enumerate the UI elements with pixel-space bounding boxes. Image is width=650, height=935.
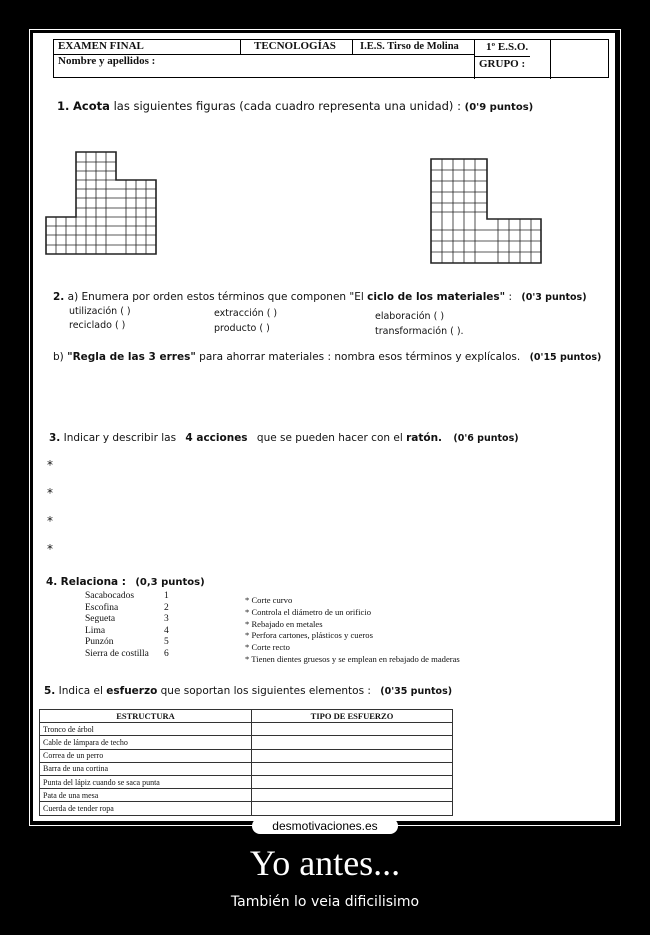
term-3: elaboración ( ) [375, 311, 445, 322]
column-header-structure: ESTRUCTURA [40, 710, 252, 723]
answer-cell[interactable] [252, 749, 453, 762]
exam-header [53, 39, 609, 78]
q3-points: (0'6 puntos) [453, 433, 519, 444]
use-item: * Rebajado en metales [245, 618, 323, 629]
answer-cell[interactable] [252, 762, 453, 775]
question-5 [44, 685, 452, 697]
tool-item: Sierra de costilla [85, 648, 149, 659]
name-label: Nombre y apellidos : [58, 55, 156, 67]
tool-number: 6 [164, 648, 169, 659]
use-item: * Corte recto [245, 642, 290, 653]
q3-number: 3. [49, 432, 61, 444]
tool-item: Escofina [85, 602, 119, 613]
table-row [40, 723, 453, 736]
column-header-effort: TIPO DE ESFUERZO [252, 710, 453, 723]
table-header-row [40, 710, 453, 723]
table-row [40, 762, 453, 775]
question-2 [53, 291, 587, 303]
exam-label: EXAMEN FINAL [58, 40, 144, 52]
q4-number: 4. [46, 576, 58, 588]
bullet-1: * [47, 458, 53, 472]
q2-points: (0'3 puntos) [521, 292, 587, 303]
tool-item: Segueta [85, 614, 116, 625]
term-5: producto ( ) [214, 323, 270, 334]
q2-keyword: ciclo de los materiales" [367, 291, 506, 303]
structure-cell: Cuerda de tender ropa [40, 802, 252, 815]
table-row [40, 789, 453, 802]
group-label: GRUPO : [479, 58, 526, 70]
answer-cell[interactable] [252, 736, 453, 749]
q3-text-2: que se pueden hacer con el [256, 432, 403, 444]
answer-cell[interactable] [252, 723, 453, 736]
q4-keyword: Relaciona : [60, 576, 126, 588]
uses-list [245, 595, 460, 666]
bullet-4: * [47, 542, 53, 556]
q2b-points: (0'15 puntos) [529, 352, 602, 363]
term-6: transformación ( ). [375, 326, 464, 337]
course-label: 1º E.S.O. [486, 41, 529, 53]
term-1: utilización ( ) [69, 306, 131, 317]
structure-cell: Correa de un perro [40, 749, 252, 762]
use-item: * Controla el diámetro de un orificio [245, 606, 372, 617]
school-label: I.E.S. Tirso de Molina [360, 41, 459, 52]
grid-figure-right [428, 157, 544, 267]
structure-cell: Cable de lámpara de techo [40, 736, 252, 749]
tool-number: 3 [164, 614, 169, 625]
q5-text-1: Indica el [58, 685, 103, 697]
q2-colon: : [508, 291, 513, 303]
subject-label: TECNOLOGÍAS [254, 40, 336, 52]
q1-points: (0'9 puntos) [464, 102, 534, 113]
tool-item: Punzón [85, 637, 114, 648]
grid-figure-left [45, 150, 160, 258]
answer-cell[interactable] [252, 802, 453, 815]
question-1 [57, 99, 533, 113]
tool-number: 2 [164, 602, 169, 613]
table-row [40, 802, 453, 815]
q2-text: a) Enumera por orden estos términos que componen "El [67, 291, 364, 303]
structure-cell: Tronco de árbol [40, 723, 252, 736]
q5-keyword: esfuerzo [106, 685, 158, 697]
site-logo[interactable]: desmotivaciones.es [252, 818, 398, 834]
question-3 [49, 432, 519, 444]
bullet-3: * [47, 514, 53, 528]
use-item: * Tienen dientes gruesos y se emplean en rebajado de maderas [245, 653, 460, 664]
tool-number: 5 [164, 637, 169, 648]
bullet-2: * [47, 486, 53, 500]
term-4: reciclado ( ) [69, 320, 126, 331]
q2-number: 2. [53, 291, 65, 303]
use-item: * Perfora cartones, plásticos y cueros [245, 630, 373, 641]
q1-text: las siguientes figuras (cada cuadro representa una unidad) : [113, 99, 461, 113]
poster-title: Yo antes... [249, 843, 401, 883]
q3-keyword: 4 acciones [185, 432, 248, 444]
table-row [40, 775, 453, 788]
question-4 [46, 576, 205, 588]
tools-numbers [164, 591, 169, 661]
term-2: extracción ( ) [214, 308, 278, 319]
answer-cell[interactable] [252, 775, 453, 788]
q5-text-2: que soportan los siguientes elementos : [160, 685, 371, 697]
q5-points: (0'35 puntos) [380, 686, 453, 697]
q2b-text: para ahorrar materiales : nombra esos términos y explícalos. [199, 351, 521, 363]
use-item: * Corte curvo [245, 595, 293, 605]
q4-points: (0,3 puntos) [135, 577, 205, 588]
answer-cell[interactable] [252, 789, 453, 802]
q1-number: 1. [57, 99, 70, 113]
structure-cell: Pata de una mesa [40, 789, 252, 802]
exam-sheet [33, 33, 615, 821]
table-row [40, 749, 453, 762]
tool-item: Sacabocados [85, 591, 135, 601]
q3-text-1: Indicar y describir las [63, 432, 177, 444]
question-2b [53, 351, 601, 363]
q2b-label: b) [53, 351, 64, 363]
tool-item: Lima [85, 625, 106, 636]
structure-cell: Barra de una cortina [40, 762, 252, 775]
table-row [40, 736, 453, 749]
poster-subtitle: También lo veia dificilisimo [230, 894, 420, 910]
q5-number: 5. [44, 685, 56, 697]
q2b-keyword: "Regla de las 3 erres" [67, 351, 196, 363]
effort-table [39, 709, 453, 816]
tools-list [85, 591, 149, 661]
q3-keyword-2: ratón. [406, 432, 443, 444]
structure-cell: Punta del lápiz cuando se saca punta [40, 775, 252, 788]
q1-keyword: Acota [73, 99, 110, 113]
tool-number: 4 [164, 625, 169, 636]
tool-number: 1 [164, 591, 169, 601]
